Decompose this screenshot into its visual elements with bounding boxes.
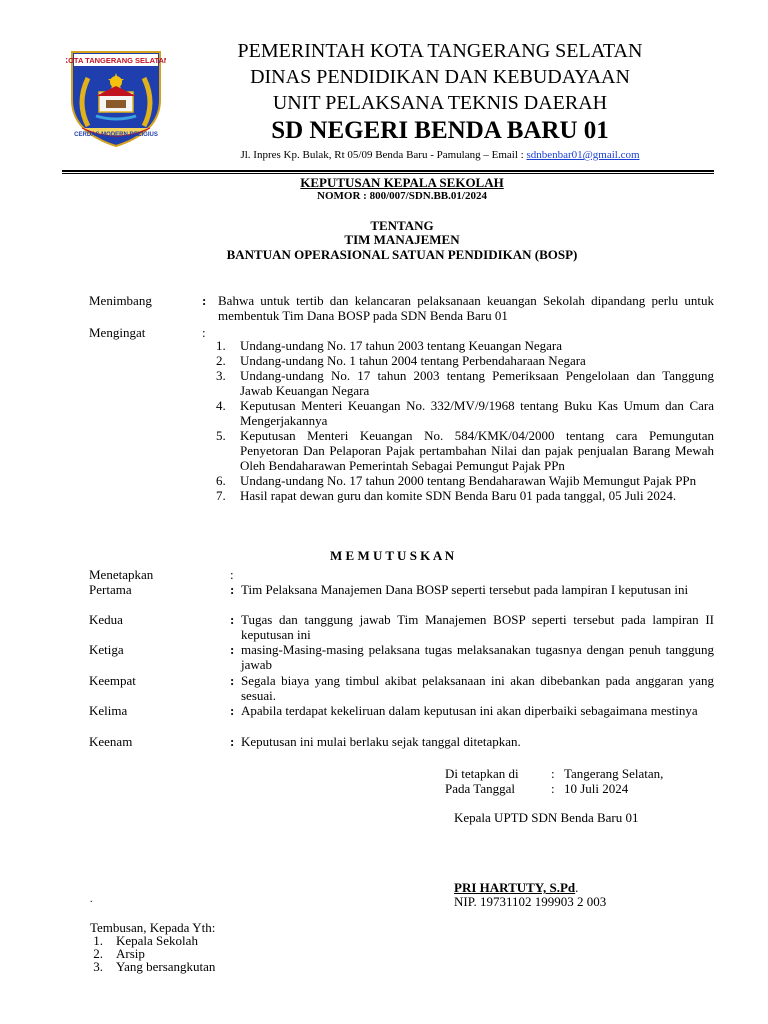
letterhead-line2: DINAS PENDIDIKAN DAN KEBUDAYAAN xyxy=(250,66,630,88)
decision-text: Tugas dan tanggung jawab Tim Manajemen BOSP seperti tersebut pada lampiran II keputusan ini xyxy=(241,612,714,642)
place-label: Di tetapkan di xyxy=(445,766,519,781)
decision-text: Keputusan ini mulai berlaku sejak tanggal ditetapkan. xyxy=(241,734,521,749)
tembusan-list xyxy=(90,934,215,973)
mengingat-colon: : xyxy=(202,325,206,340)
mengingat-list xyxy=(216,338,714,503)
list-item: 7. Hasil rapat dewan guru dan komite SDN Benda Baru 01 pada tanggal, 05 Juli 2024. xyxy=(216,488,677,503)
svg-text:KOTA TANGERANG SELATAN: KOTA TANGERANG SELATAN xyxy=(66,56,166,65)
decision-label: Pertama xyxy=(89,582,132,597)
svg-text:CERDAS MODERN RELIGIUS: CERDAS MODERN RELIGIUS xyxy=(74,132,158,138)
date-label: Pada Tanggal xyxy=(445,781,515,796)
letterhead-line1: PEMERINTAH KOTA TANGERANG SELATAN xyxy=(237,40,643,62)
tentang-label: TENTANG xyxy=(370,218,434,233)
decision-colon: : xyxy=(230,642,235,657)
school-address xyxy=(170,149,710,161)
signer-position: Kepala UPTD SDN Benda Baru 01 xyxy=(454,810,639,825)
decision-label: Kedua xyxy=(89,612,123,627)
decision-colon: : xyxy=(230,673,235,688)
list-item: 3. Undang-undang No. 17 tahun 2003 tentang Pemeriksaan Pengelolaan dan Tanggung Jawab Keuangan Negara xyxy=(216,368,714,398)
list-item: 4. Keputusan Menteri Keuangan No. 332/MV/9/1968 tentang Buku Kas Umum dan Cara Mengerjakannya xyxy=(216,398,714,428)
decision-text: Apabila terdapat kekeliruan dalam keputusan ini akan diperbaiki sebagaimana mestinya xyxy=(241,703,698,718)
decree-number: NOMOR : 800/007/SDN.BB.01/2024 xyxy=(317,190,487,202)
decision-colon: : xyxy=(230,734,235,749)
address-text: Jl. Inpres Kp. Bulak, Rt 05/09 Benda Baru - Pamulang – Email : xyxy=(240,149,527,161)
decision-label: Kelima xyxy=(89,703,128,718)
list-item: 1. Undang-undang No. 17 tahun 2003 tentang Keuangan Negara xyxy=(216,338,563,353)
decision-colon: : xyxy=(230,703,235,718)
signer-nip: NIP. 19731102 199903 2 003 xyxy=(454,894,607,909)
signer-name: PRI HARTUTY, S.Pd. xyxy=(454,880,579,895)
email-link[interactable]: sdnbenbar01@gmail.com xyxy=(526,149,640,161)
list-item: 6. Undang-undang No. 17 tahun 2000 tentang Bendaharawan Wajib Memungut Pajak PPn xyxy=(216,473,697,488)
tembusan-heading: Tembusan, Kepada Yth: xyxy=(90,920,216,935)
letterhead-line3: UNIT PELAKSANA TEKNIS DAERAH xyxy=(272,92,608,114)
list-item: 2. Arsip xyxy=(90,946,145,961)
school-name: SD NEGERI BENDA BARU 01 xyxy=(271,117,609,144)
decision-colon: : xyxy=(230,612,235,627)
subject-line1: TIM MANAJEMEN xyxy=(344,232,460,247)
decision-colon: : xyxy=(230,582,235,597)
subject-line2: BANTUAN OPERASIONAL SATUAN PENDIDIKAN (BOSP) xyxy=(226,247,578,262)
decision-text: masing-Masing-masing pelaksana tugas melaksanakan tugasnya dengan penuh tanggung jawab xyxy=(241,642,714,672)
list-item: 1. Kepala Sekolah xyxy=(90,933,198,948)
decision-text: Tim Pelaksana Manajemen Dana BOSP seperti tersebut pada lampiran I keputusan ini xyxy=(241,582,689,597)
decision-label: Keempat xyxy=(89,673,136,688)
list-item: 2. Undang-undang No. 1 tahun 2004 tentang Perbendaharaan Negara xyxy=(216,353,586,368)
decision-label: Ketiga xyxy=(89,642,124,657)
menetapkan-label: Menetapkan xyxy=(89,567,154,582)
header-divider xyxy=(62,170,714,172)
place-value: Tangerang Selatan, xyxy=(564,766,664,781)
menetapkan-colon: : xyxy=(230,567,234,582)
mengingat-label: Mengingat xyxy=(89,325,146,340)
decision-label: Keenam xyxy=(89,734,133,749)
decree-heading: KEPUTUSAN KEPALA SEKOLAH xyxy=(300,175,504,190)
city-logo xyxy=(66,48,166,148)
date-value: 10 Juli 2024 xyxy=(564,781,629,796)
memutuskan-heading: M E M U T U S K A N xyxy=(330,548,455,563)
place-colon: : xyxy=(551,766,555,781)
header-divider-thin xyxy=(62,173,714,174)
menimbang-label: Menimbang xyxy=(89,293,152,308)
menimbang-colon: : xyxy=(202,293,207,308)
tembusan-block xyxy=(90,921,215,973)
menimbang-text: Bahwa untuk tertib dan kelancaran pelaksanaan keuangan Sekolah dipandang perlu untuk membentuk Tim Dana BOSP pada SDN Benda Baru 01 xyxy=(218,293,714,323)
date-colon: : xyxy=(551,781,555,796)
list-item: 3. Yang bersangkutan xyxy=(90,959,216,974)
list-item: 5. Keputusan Menteri Keuangan No. 584/KMK/04/2000 tentang cara Pemungutan Penyetoran Dan Pelaporan Pajak pertambahan Nilai dan pajak penjualan Barang Mewah Oleh Bendaharawan Pemerintah Sebagai Pemungut Pajak PPn xyxy=(216,428,714,473)
decision-text: Segala biaya yang timbul akibat pelaksanaan ini akan dibebankan pada anggaran yang sesuai. xyxy=(241,673,714,703)
stray-dot: . xyxy=(90,894,93,905)
